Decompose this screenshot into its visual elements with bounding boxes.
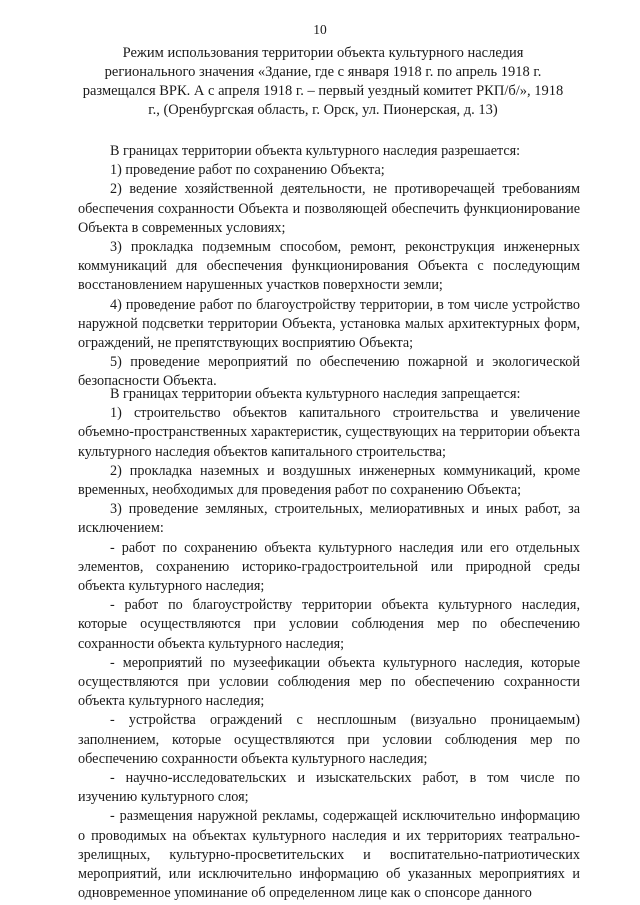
prohibited-subitem-landscaping: - работ по благоустройству территории объекта культурного наследия, которые осуществляются при условии соблюдения мер по обеспечению сохранности объекта культурного наследия; [78, 597, 580, 652]
permitted-section [78, 142, 580, 392]
prohibited-item-3: 3) проведение земляных, строительных, мелиоративных и иных работ, за исключением: [78, 501, 580, 537]
prohibited-subitem-research: - научно-исследовательских и изыскательских работ, в том числе по изучению культурного слоя; [78, 770, 580, 806]
prohibited-item-1: 1) строительство объектов капитального строительства и увеличение объемно-пространственных характеристик, существующих на территории объекта культурного наследия объектов капитального строительства; [78, 405, 580, 460]
prohibited-subitem-restoration: - работ по сохранению объекта культурного наследия или его отдельных элементов, сохранению историко-градостроительной или природной среды объекта культурного наследия; [78, 539, 580, 595]
permitted-item-5: 5) проведение мероприятий по обеспечению пожарной и экологической безопасности Объекта. [78, 354, 580, 390]
prohibited-section [78, 385, 580, 903]
prohibited-subitem-advertising: - размещения наружной рекламы, содержащей исключительно информацию о проводимых на объектах культурного наследия и их территориях театрально-зрелищных, культурно-просветительских и воспитательно-патриотических мероприятий, или исключительно информацию об указанных мероприятиях и одновременное упоминание об определенном лице как о спонсоре данного [78, 808, 580, 902]
prohibited-item-2: 2) прокладка наземных и воздушных инженерных коммуникаций, кроме временных, необходимых для проведения работ по сохранению Объекта; [78, 462, 580, 499]
document-title: Режим использования территории объекта культурного наследия регионального значения «Здание, где с января 1918 г. по апрель 1918 г. размещался ВРК. А с апреля 1918 г. – первый уездный комитет РКП/б/», 1918 г., (Оренбургская область, г. Орск, ул. Пионерская, д. 13) [82, 45, 564, 118]
prohibited-subitem-fencing: - устройства ограждений с несплошным (визуально проницаемым) заполнением, которые осуществляются при условии соблюдения мер по обеспечению сохранности объекта культурного наследия; [78, 712, 580, 767]
permitted-item-2: 2) ведение хозяйственной деятельности, не противоречащей требованиям обеспечения сохранности Объекта и позволяющей обеспечить функционирование Объекта в современных условиях; [78, 181, 580, 236]
permitted-item-4: 4) проведение работ по благоустройству территории, в том числе устройство наружной подсветки территории Объекта, установка малых архитектурных форм, ограждений, не препятствующих восприятию Объекта; [78, 296, 580, 352]
prohibited-heading: В границах территории объекта культурного наследия запрещается: [110, 386, 521, 402]
permitted-item-3: 3) прокладка подземным способом, ремонт, реконструкция инженерных коммуникаций для обеспечения функционирования Объекта с последующим восстановлением нарушенных участков поверхности земли; [78, 239, 580, 294]
prohibited-subitem-museumification: - мероприятий по музеефикации объекта культурного наследия, которые осуществляются при условии соблюдения мер по обеспечению сохранности объекта культурного наследия; [78, 654, 580, 710]
permitted-item-1: 1) проведение работ по сохранению Объекта; [110, 162, 385, 179]
permitted-heading: В границах территории объекта культурного наследия разрешается: [110, 143, 521, 159]
page-number: 10 [313, 22, 327, 37]
